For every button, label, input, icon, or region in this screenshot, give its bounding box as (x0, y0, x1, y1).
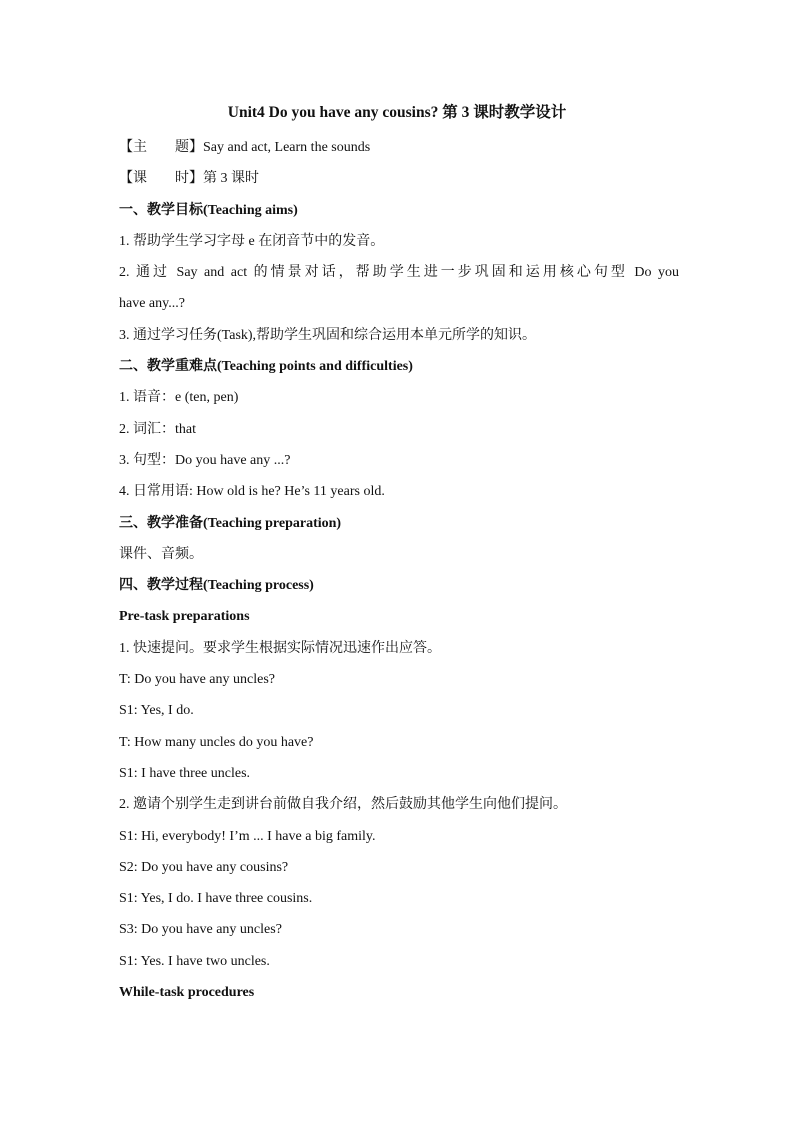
pre-task-line: S1: Hi, everybody! I’m ... I have a big family. (119, 828, 376, 844)
subheading-pre-task: Pre-task preparations (119, 609, 250, 625)
pre-task-line: S2: Do you have any cousins? (119, 859, 289, 875)
pre-task-line: S1: I have three uncles. (119, 765, 251, 781)
subheading-while-task: While-task procedures (119, 985, 255, 1001)
section-heading-aims: 一、教学目标(Teaching aims) (119, 202, 298, 218)
meta-period (119, 163, 679, 194)
document-title: Unit4 Do you have any cousins? 第 3 课时教学设计 (227, 104, 567, 121)
meta-topic (119, 132, 679, 163)
aims-item: 3. 通过学习任务(Task),帮助学生巩固和综合运用本单元所学的知识。 (119, 327, 537, 343)
pre-task-line: T: How many uncles do you have? (119, 734, 314, 750)
points-item: 3. 句型：Do you have any ...? (119, 452, 291, 468)
section-heading-points: 二、教学重难点(Teaching points and difficulties) (119, 359, 413, 375)
meta-topic-open: 【主 (119, 140, 147, 155)
points-item: 4. 日常用语: How old is he? He’s 11 years old. (119, 484, 385, 500)
document-body (119, 132, 679, 1008)
pre-task-line: 2. 邀请个别学生走到讲台前做自我介绍，然后鼓励其他学生向他们提问。 (119, 797, 567, 813)
pre-task-line: 1. 快速提问。要求学生根据实际情况迅速作出应答。 (119, 640, 441, 656)
meta-period-open: 【课 (119, 171, 147, 187)
points-item: 2. 词汇：that (119, 421, 196, 437)
aims-item: 2. 通过 Say and act 的情景对话，帮助学生进一步巩固和运用核心句型 Do you (119, 265, 679, 281)
points-item: 1. 语音：e (ten, pen) (119, 390, 239, 406)
preparation-item: 课件、音频。 (119, 546, 203, 562)
pre-task-line: S1: Yes, I do. (119, 703, 194, 719)
section-heading-process: 四、教学过程(Teaching process) (119, 578, 314, 594)
pre-task-line: S1: Yes. I have two uncles. (119, 953, 270, 969)
aims-item: 1. 帮助学生学习字母 e 在闭音节中的发音。 (119, 233, 385, 249)
meta-period-value: 第 3 课时 (203, 171, 259, 187)
aims-item-continued: have any...? (119, 296, 185, 312)
pre-task-line: T: Do you have any uncles? (119, 672, 275, 688)
meta-topic-close: 题】 (175, 140, 203, 155)
section-heading-preparation: 三、教学准备(Teaching preparation) (119, 515, 342, 531)
meta-topic-value: Say and act, Learn the sounds (203, 140, 371, 155)
pre-task-line: S3: Do you have any uncles? (119, 922, 282, 938)
meta-period-close: 时】 (175, 171, 203, 187)
pre-task-line: S1: Yes, I do. I have three cousins. (119, 891, 313, 907)
